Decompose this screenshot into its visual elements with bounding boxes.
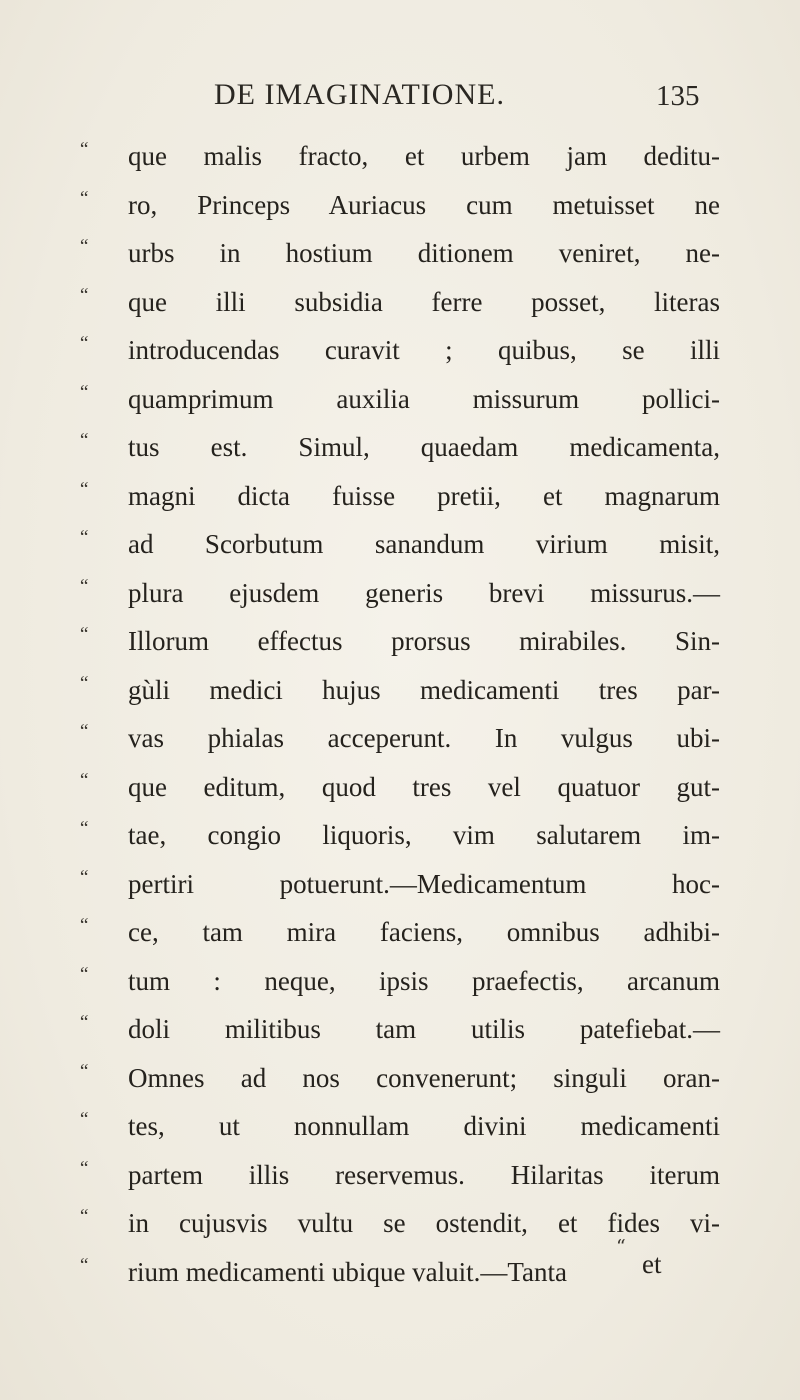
text-line [80,132,720,181]
page-number: 135 [656,80,700,112]
quote-mark: “ [80,866,89,888]
line-text: Omnes ad nos convenerunt; singuli oran- [128,1062,720,1093]
quote-mark: “ [80,1060,89,1082]
text-line [80,375,720,424]
quote-mark: “ [80,624,89,645]
line-text: urbs in hostium ditionem veniret, ne- [128,238,720,268]
line-text: tes, ut nonnullam divini medicamenti [128,1111,720,1141]
text-line [80,1005,720,1054]
quote-mark: “ [616,1236,626,1258]
page-header [0,78,800,118]
line-text: tum : neque, ipsis praefectis, arcanum [128,965,720,996]
text-line [80,472,720,521]
line-text: tus est. Simul, quaedam medicamenta, [128,432,720,462]
line-text: que malis fracto, et urbem jam deditu- [128,141,720,171]
line-text: in cujusvis vultu se ostendit, et fides vi- [128,1208,720,1238]
line-text: plura ejusdem generis brevi missurus.— [128,577,720,608]
line-text: pertiri potuerunt.—Medicamentum hoc- [128,868,720,899]
text-line [80,1054,720,1103]
quote-mark: “ [80,1012,89,1033]
quote-mark: “ [80,381,89,403]
line-text: magni dicta fuisse pretii, et magnarum [128,480,720,511]
text-line [80,1151,720,1200]
text-line [80,181,720,230]
quote-mark: “ [80,139,89,160]
quote-mark: “ [80,527,89,548]
body-text [80,132,720,1296]
line-text: gùli medici hujus medicamenti tres par- [128,674,720,705]
quote-mark: “ [80,187,89,209]
text-line [80,811,720,860]
quote-mark: “ [80,915,89,936]
text-line [80,666,720,715]
quote-mark: “ [80,769,89,791]
text-line [80,423,720,472]
line-text: quamprimum auxilia missurum pollici- [128,383,720,414]
line-text: que illi subsidia ferre posset, literas [128,286,720,317]
line-text: partem illis reservemus. Hilaritas iterum [128,1159,720,1190]
text-line [80,617,720,666]
catchword-line [0,1236,800,1284]
line-text: Illorum effectus prorsus mirabiles. Sin- [128,626,720,656]
quote-mark: “ [80,721,89,742]
quote-mark: “ [80,478,89,500]
line-text: tae, congio liquoris, vim salutarem im- [128,820,720,850]
text-line [80,229,720,278]
line-text: ad Scorbutum sanandum virium misit, [128,529,720,559]
line-text: vas phialas acceperunt. In vulgus ubi- [128,723,720,753]
line-text: introducendas curavit ; quibus, se illi [128,335,720,365]
text-line [80,326,720,375]
line-text: ce, tam mira faciens, omnibus adhibi- [128,917,720,947]
line-text: rium medicamenti ubique valuit.—Tanta [128,1256,567,1287]
quote-mark: “ [80,430,89,451]
quote-mark: “ [80,672,89,694]
quote-mark: “ [80,284,89,306]
line-text: ro, Princeps Auriacus cum metuisset ne [128,189,720,220]
line-text: doli militibus tam utilis patefiebat.— [128,1014,720,1044]
text-line [80,714,720,763]
quote-mark: “ [80,575,89,597]
quote-mark: “ [80,236,89,257]
quote-mark: “ [80,1206,89,1227]
quote-mark: “ [80,963,89,985]
quote-mark: “ [80,818,89,839]
quote-mark: “ [80,1157,89,1179]
text-line [80,860,720,909]
line-text: que editum, quod tres vel quatuor gut- [128,771,720,802]
quote-mark: “ [80,1109,89,1130]
text-line [80,278,720,327]
quote-mark: “ [80,333,89,354]
running-head: DE IMAGINATIONE. [214,78,505,111]
text-line [80,763,720,812]
text-line [80,1102,720,1151]
text-line [80,957,720,1006]
catchword: et [642,1249,662,1279]
quote-mark: “ [80,1254,89,1276]
text-line [80,908,720,957]
text-line [80,569,720,618]
text-line [80,520,720,569]
